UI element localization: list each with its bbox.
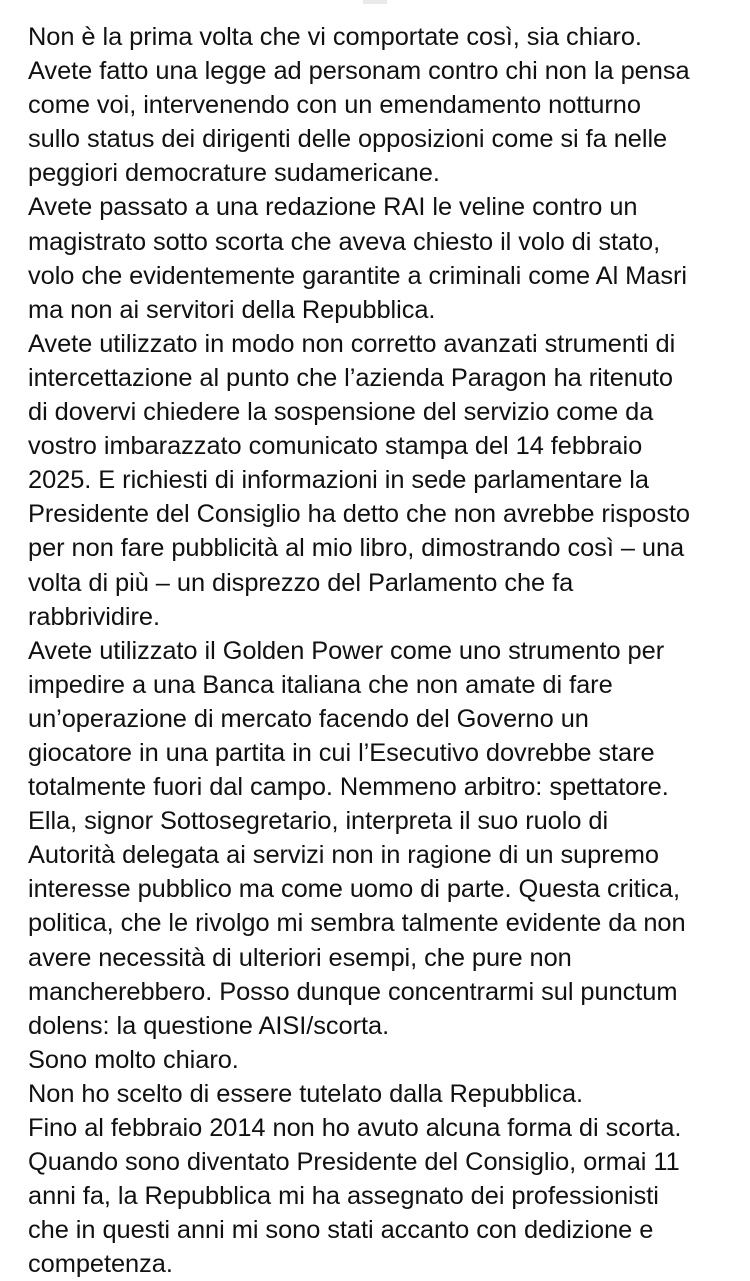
text-line: Sono molto chiaro. — [28, 1045, 239, 1074]
text-line: Ella, signor Sottosegretario, interpreta il suo ruolo di — [28, 807, 609, 836]
text-line: peggiori democrature sudamericane. — [28, 159, 440, 188]
text-line: vostro imbarazzato comunicato stampa del 14 febbraio — [28, 432, 643, 461]
document-text — [28, 20, 748, 1281]
text-line: interesse pubblico ma come uomo di parte. Questa critica, — [28, 875, 680, 904]
text-line: avere necessità di ulteriori esempi, che pure non — [28, 943, 572, 972]
text-line: Fino al febbraio 2014 non ho avuto alcuna forma di scorta. — [28, 1114, 682, 1142]
text-line: Avete fatto una legge ad personam contro chi non la pensa — [28, 57, 690, 86]
text-line: rabbrividire. — [28, 602, 160, 631]
text-line: Avete passato a una redazione RAI le veline contro un — [28, 193, 638, 222]
text-line: per non fare pubblicità al mio libro, dimostrando così – una — [28, 534, 685, 563]
text-line: Avete utilizzato in modo non corretto avanzati strumenti di — [28, 329, 676, 358]
text-line: competenza. — [28, 1250, 173, 1279]
text-line: Autorità delegata ai servizi non in ragione di un supremo — [28, 841, 659, 870]
text-line: Non è la prima volta che vi comportate così, sia chiaro. — [28, 23, 642, 51]
text-line: impedire a una Banca italiana che non amate di fare — [28, 670, 613, 699]
text-line: come voi, intervenendo con un emendamento notturno — [28, 91, 641, 120]
text-line: giocatore in una partita in cui l’Esecutivo dovrebbe stare — [28, 738, 655, 767]
text-line: intercettazione al punto che l’azienda Paragon ha ritenuto — [28, 363, 674, 392]
text-line: volo che evidentemente garantite a criminali come Al Masri — [28, 261, 687, 290]
text-line: Non ho scelto di essere tutelato dalla Repubblica. — [28, 1079, 584, 1108]
text-line: mancherebbero. Posso dunque concentrarmi sul punctum — [28, 977, 678, 1006]
text-line: sullo status dei dirigenti delle opposizioni come si fa nelle — [28, 125, 668, 154]
text-line: totalmente fuori dal campo. Nemmeno arbitro: spettatore. — [28, 773, 669, 802]
top-scroll-mark — [363, 0, 387, 4]
text-line: Quando sono diventato Presidente del Consiglio, ormai 11 — [28, 1148, 680, 1177]
text-line: volta di più – un disprezzo del Parlamento che fa — [28, 568, 574, 597]
text-line: Avete utilizzato il Golden Power come uno strumento per — [28, 636, 665, 665]
text-line: che in questi anni mi sono stati accanto con dedizione e — [28, 1216, 654, 1245]
text-line: Presidente del Consiglio ha detto che non avrebbe risposto — [28, 500, 690, 529]
text-line: magistrato sotto scorta che aveva chiesto il volo di stato, — [28, 227, 661, 256]
text-line: di dovervi chiedere la sospensione del servizio come da — [28, 398, 654, 427]
text-line: un’operazione di mercato facendo del Governo un — [28, 704, 589, 733]
text-line: 2025. E richiesti di informazioni in sede parlamentare la — [28, 466, 649, 495]
text-line: anni fa, la Repubblica mi ha assegnato dei professionisti — [28, 1182, 659, 1211]
text-line: politica, che le rivolgo mi sembra talmente evidente da non — [28, 909, 686, 938]
text-line: ma non ai servitori della Repubblica. — [28, 295, 436, 324]
text-line: dolens: la questione AISI/scorta. — [28, 1011, 390, 1040]
